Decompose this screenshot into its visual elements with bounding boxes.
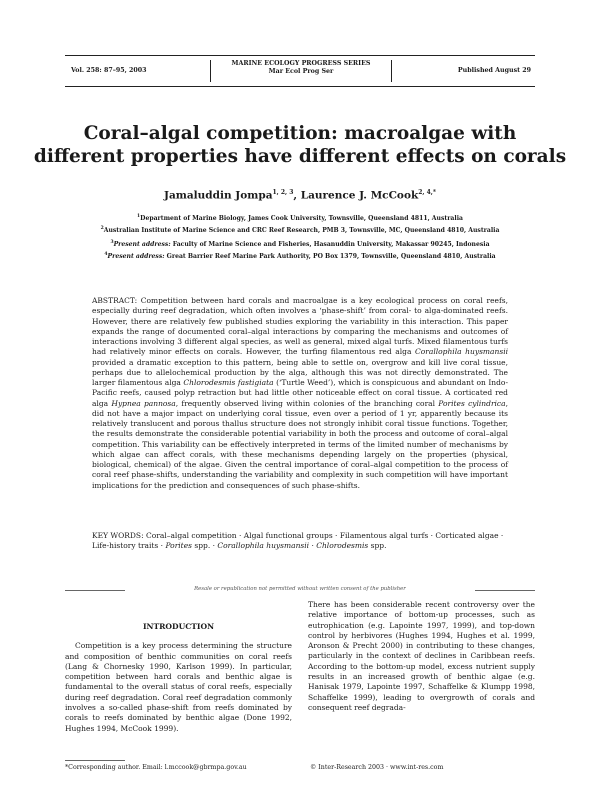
author-list (0, 189, 600, 202)
divider (475, 590, 535, 591)
left-column (65, 600, 292, 734)
right-column (308, 600, 535, 713)
section-heading-introduction: INTRODUCTION (142, 622, 215, 631)
abstract-text: , frequently observed living within colonies of the branching coral (175, 398, 439, 408)
affil-sup: 1 (137, 214, 141, 219)
keyword-taxon: Corallophila huysmansii (217, 541, 310, 551)
affiliation (65, 212, 535, 224)
body-paragraph: There has been considerable recent controversy over the relative importance of bottom-up processes, such as eutrophication (e.g. Lapointe 1997, 1999), and top-down control by herbivores (Hughes 1994, Hughes et al. 1999, Aronson & Precht 2000) in contributing to these changes, particularly in the context of declines in Caribbean reefs. According to the bottom-up model, excess nutrient supply results in an increased growth of benthic algae (e.g. Hanisak 1979, Lapointe 1997, Schaffelke & Klumpp 1998, Schaffelke 1999), leading to overgrowth of corals and consequent reef degrada- (308, 600, 535, 712)
keywords-text: · (309, 541, 317, 551)
present-address (65, 250, 535, 262)
present-addresses (65, 238, 535, 262)
journal-header (65, 55, 535, 87)
paper-title (0, 122, 600, 168)
species-name: Chlorodesmis fastigiata (183, 378, 274, 387)
abstract-text: , did not have a major impact on underlying coral tissue, even over a period of 1 yr, apparently because its relatively translucent and porous thallus structure does not strongly inhibit coral tissue functions. Together, the results demonstrate the considerable potential variability in both the process and outcome of coral–algal competition. This variability can be effectively interpreted in terms of the limited number of mechanisms by which algae can affect corals, with these mechanisms depending largely on the properties (physical, biological, chemical) of the algae. Given the central importance of coral–algal competition to the process of coral reef phase-shifts, understanding the variability and complexity in such competition will have important implications for the prediction and consequences of such phase-shifts. (92, 398, 508, 490)
keywords-text: spp. (368, 541, 387, 551)
addr-text: Great Barrier Reef Marine Park Authority, PO Box 1379, Townsville, Queensland 4810, Australia (166, 253, 496, 261)
journal-name: MARINE ECOLOGY PROGRESS SERIES (231, 60, 371, 67)
keywords-text: Coral–algal competition · Algal functional groups · Filamentous algal turfs · Corticated algae · Life-history traits · (92, 531, 504, 551)
body-paragraph: Competition is a key process determining the structure and composition of benthic communities on coral reefs (Lang & Chornesky 1990, Karlson 1999). In particular, competition between hard corals and benthic algae is fundamental to the overall status of coral reefs, especially during reef degradation. Coral reef degradation commonly involves a so-called phase-shift from reefs dominated by corals to reefs dominated by benthic algae (Done 1992, Hughes 1994, McCook 1999). (65, 641, 292, 733)
author-name: Laurence J. McCook (300, 189, 419, 202)
resale-notice-rule (65, 586, 535, 592)
author-affil-sup: 1, 2, 3 (272, 189, 294, 196)
affil-text: Department of Marine Biology, James Cook University, Townsville, Queensland 4811, Australia (140, 215, 463, 223)
abstract-text: ABSTRACT: Competition between hard corals and macroalgae is a key ecological process on coral reefs, especially during reef degradation, which often involves a ‘phase-shift’ from coral- to alga-dominated reefs. However, there are relatively few published studies exploring the variability in this interaction. This paper expands the range of documented coral–algal interactions by comparing the mechanisms and outcomes of interactions involving 3 different algal species, as well as general, mixed algal turfs. Mixed filamentous turfs had relatively minor effects on corals. However, the turfing filamentous red alga (92, 296, 508, 357)
corresponding-author-footnote: *Corresponding author. Email: l.mccook@gbrmpa.gov.au (65, 764, 247, 771)
footnote-divider (65, 760, 125, 761)
keywords (92, 531, 508, 552)
species-name: Porites cylindrica (438, 398, 506, 408)
author-separator: , (293, 189, 301, 202)
species-name: Corallophila huysmansii (415, 347, 508, 357)
keyword-taxon: Porites (165, 541, 192, 551)
addr-label: Present address: (107, 253, 165, 261)
species-name: Hypnea pannosa (111, 398, 176, 408)
keywords-label: KEY WORDS: (92, 531, 144, 540)
keywords-text: spp. · (191, 541, 218, 551)
keyword-taxon: Chlorodesmis (316, 541, 369, 551)
resale-notice: Resale or republication not permitted without written consent of the publisher (194, 586, 406, 592)
affiliation (65, 224, 535, 236)
title-line-2: different properties have different effects on corals (33, 146, 567, 167)
affil-text: Australian Institute of Marine Science and CRC Reef Research, PMB 3, Townsville, MC, Queensland 4810, Australia (103, 227, 500, 235)
divider (65, 590, 125, 591)
addr-sup: 4 (104, 252, 108, 258)
abstract-text: (‘Turtle Weed’), which is conspicuous and abundant on Indo-Pacific reefs, caused polyp retraction but had little other noticeable effect on coral tissue. A corticated red alga (92, 378, 508, 408)
addr-label: Present address: (113, 241, 171, 249)
volume-info: Vol. 258: 87–95, 2003 (71, 67, 147, 74)
addr-sup: 3 (110, 240, 114, 245)
abstract (92, 296, 508, 491)
author-affil-sup: 2, 4,* (418, 189, 436, 196)
title-line-1: Coral–algal competition: macroalgae with (83, 123, 517, 144)
journal-abbrev: Mar Ecol Prog Ser (268, 68, 334, 75)
author-name: Jamaluddin Jompa (164, 189, 273, 202)
present-address (65, 238, 535, 250)
journal-name-box (210, 60, 392, 82)
copyright-notice: © Inter-Research 2003 · www.int-res.com (310, 764, 444, 771)
affil-sup: 2 (100, 226, 104, 232)
publication-date: Published August 29 (457, 67, 531, 74)
addr-text: Faculty of Marine Science and Fisheries, Hasanuddin University, Makassar 90245, Indonesia (172, 241, 490, 249)
abstract-text: provided a dramatic exception to this pattern, being able to settle on, overgrow and kill live coral tissue, perhaps due to allelochemical production by the alga, although this was not directly demonstrated. The larger filamentous alga (92, 357, 508, 387)
affiliations (65, 212, 535, 236)
